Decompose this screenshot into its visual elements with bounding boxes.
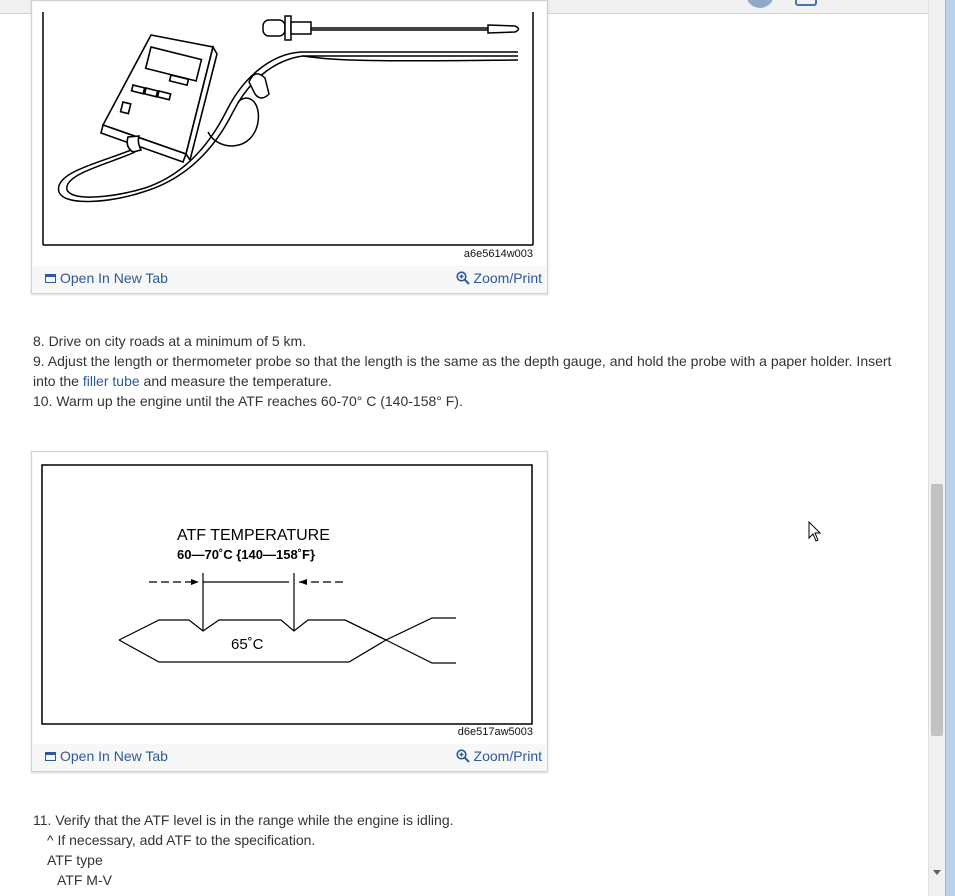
zoom-print-label: Zoom/Print <box>473 748 542 764</box>
thermometer-illustration <box>33 2 546 266</box>
zoom-icon <box>456 271 470 285</box>
step-11-block <box>33 810 913 890</box>
scroll-down-arrow-icon[interactable] <box>933 870 941 875</box>
steps-8-10 <box>33 331 913 411</box>
window-border <box>945 0 955 896</box>
zoom-print-link[interactable] <box>456 270 542 286</box>
filler-tube-link[interactable]: filler tube <box>82 373 140 389</box>
vertical-scrollbar[interactable] <box>928 0 946 896</box>
open-in-new-tab-label: Open In New Tab <box>60 748 168 764</box>
figure-atf-actions <box>32 744 547 770</box>
avatar[interactable] <box>746 0 774 8</box>
figure-atf-temperature <box>31 451 548 772</box>
scrollbar-thumb[interactable] <box>931 484 943 736</box>
new-tab-icon <box>45 274 56 283</box>
figure-thermometer <box>31 0 548 294</box>
mouse-cursor-icon <box>808 521 822 543</box>
figure-thermometer-canvas <box>33 2 546 266</box>
open-in-new-tab-link-2[interactable] <box>45 748 168 764</box>
atf-type-label: ATF type <box>47 852 103 868</box>
open-in-new-tab-label: Open In New Tab <box>60 270 168 286</box>
atf-diagram-title: ATF TEMPERATURE <box>177 527 330 544</box>
step-10: 10. Warm up the engine until the ATF reaches 60-70° C (140-158° F). <box>33 393 463 409</box>
open-in-new-tab-link[interactable] <box>45 270 168 286</box>
step-9-text: 9. Adjust the length or thermometer probe so that the length is the same as the depth gauge, and hold the probe with a paper holder. Insert into the <box>33 353 892 389</box>
note-add-atf: ^ If necessary, add ATF to the specification. <box>47 832 316 848</box>
figure-thermometer-caption: a6e5614w003 <box>463 248 533 260</box>
figure-thermometer-actions <box>32 266 547 292</box>
figure-atf-canvas <box>33 453 546 744</box>
step-9-text-end: and measure the temperature. <box>139 373 332 389</box>
atf-type-value: ATF M-V <box>57 872 112 888</box>
step-8: 8. Drive on city roads at a minimum of 5 km. <box>33 333 307 349</box>
zoom-icon <box>456 749 470 763</box>
atf-center-label: 65˚C <box>231 636 264 653</box>
zoom-print-link-2[interactable] <box>456 748 542 764</box>
step-9 <box>33 351 913 391</box>
zoom-print-label: Zoom/Print <box>473 270 542 286</box>
new-tab-icon <box>45 752 56 761</box>
tray-icon[interactable] <box>795 0 817 6</box>
figure-atf-caption: d6e517aw5003 <box>457 726 533 738</box>
step-11: 11. Verify that the ATF level is in the range while the engine is idling. <box>33 812 454 828</box>
atf-diagram-range: 60—70˚C {140—158˚F} <box>177 547 316 562</box>
atf-temperature-diagram <box>33 453 546 744</box>
